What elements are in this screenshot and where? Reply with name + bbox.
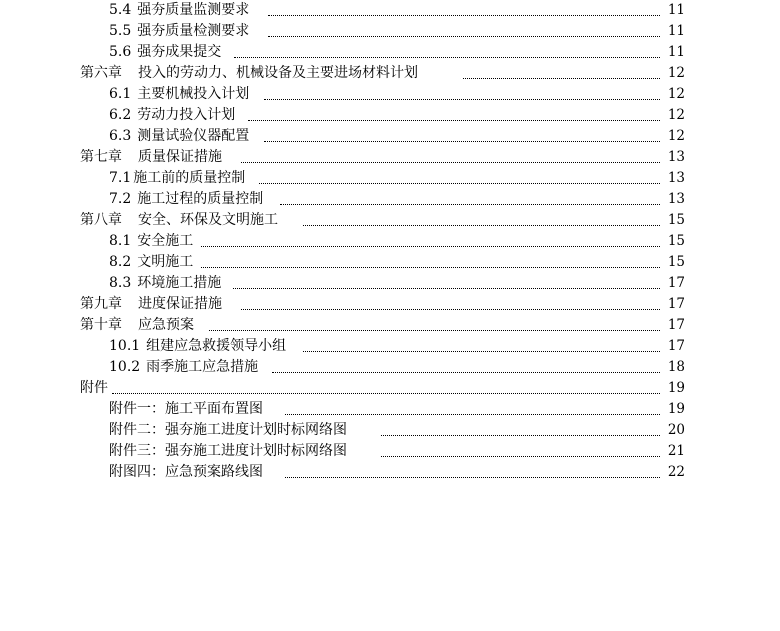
toc-entry-page: 15 — [661, 210, 685, 230]
toc-entry-page: 12 — [661, 63, 685, 83]
toc-entry-title: 主要机械投入计划 — [137, 86, 250, 102]
toc-entry-page: 18 — [661, 357, 685, 377]
toc-entry-page: 19 — [661, 378, 685, 398]
toc-entry-title: 文明施工 — [137, 254, 194, 270]
toc-dot-leader — [201, 246, 684, 247]
toc-entry-label — [80, 378, 109, 398]
toc-dot-leader — [280, 204, 684, 205]
toc-entry-label — [109, 252, 194, 272]
toc-entry-label — [109, 105, 236, 125]
toc-entry-title: 组建应急救援领导小组 — [146, 338, 287, 354]
toc-entry-number: 5.5 — [109, 23, 132, 39]
toc-entry-number: 10.2 — [109, 359, 141, 375]
toc-entry-label — [109, 168, 246, 188]
toc-entry-label — [80, 210, 279, 230]
toc-dot-leader — [303, 225, 684, 226]
toc-entry-label — [80, 147, 223, 167]
toc-entry-page: 21 — [661, 441, 685, 461]
toc-entry-label — [109, 399, 264, 419]
toc-entry-title: 强夯成果提交 — [137, 44, 222, 60]
toc-entry-title: 质量保证措施 — [138, 149, 222, 165]
toc-entry-number: 10.1 — [109, 338, 141, 354]
toc-entry-title: 安全施工 — [137, 233, 194, 249]
toc-entry-label — [109, 357, 259, 377]
toc-entry-number: 8.1 — [109, 233, 132, 249]
toc-entry-label — [109, 420, 348, 440]
toc-dot-leader — [241, 309, 684, 310]
toc-entry-page: 11 — [661, 21, 685, 41]
toc-entry-page: 13 — [661, 147, 685, 167]
toc-entry-label — [109, 273, 222, 293]
toc-entry-page: 15 — [661, 231, 685, 251]
toc-entry-title: 劳动力投入计划 — [137, 107, 236, 123]
toc-entry-10-2[interactable] — [0, 357, 780, 377]
toc-dot-leader — [381, 435, 684, 436]
toc-entry-title: 进度保证措施 — [138, 296, 222, 312]
toc-entry-5-6[interactable] — [0, 42, 780, 62]
toc-entry-label — [109, 126, 250, 146]
toc-dot-leader — [303, 351, 684, 352]
toc-entry-appendix[interactable] — [0, 378, 780, 398]
toc-entry-title: 附图四：应急预案路线图 — [109, 464, 263, 480]
toc-entry-title: 施工前的质量控制 — [133, 170, 246, 186]
toc-entry-appendix-2[interactable] — [0, 420, 780, 440]
toc-entry-title: 附件 — [80, 380, 108, 396]
toc-entry-5-5[interactable] — [0, 21, 780, 41]
toc-entry-chapter-9[interactable] — [0, 294, 780, 314]
toc-entry-page: 17 — [661, 294, 685, 314]
toc-entry-label — [109, 189, 264, 209]
toc-dot-leader — [209, 330, 684, 331]
toc-entry-title: 应急预案 — [138, 317, 194, 333]
toc-dot-leader — [264, 99, 684, 100]
toc-entry-title: 测量试验仪器配置 — [137, 128, 250, 144]
toc-entry-page: 20 — [661, 420, 685, 440]
toc-entry-number: 5.4 — [109, 2, 132, 18]
toc-entry-chapter-10[interactable] — [0, 315, 780, 335]
toc-entry-number: 6.2 — [109, 107, 132, 123]
toc-entry-page: 12 — [661, 105, 685, 125]
toc-dot-leader — [268, 15, 684, 16]
toc-entry-title: 强夯质量检测要求 — [137, 23, 250, 39]
toc-dot-leader — [201, 267, 684, 268]
toc-dot-leader — [463, 78, 684, 79]
toc-entry-chapter-6[interactable] — [0, 63, 780, 83]
toc-entry-label — [80, 294, 223, 314]
toc-entry-number: 第八章 — [80, 212, 122, 228]
toc-dot-leader — [381, 456, 684, 457]
toc-entry-appendix-3[interactable] — [0, 441, 780, 461]
toc-dot-leader — [272, 372, 684, 373]
toc-entry-label — [80, 315, 195, 335]
toc-entry-chapter-7[interactable] — [0, 147, 780, 167]
toc-entry-number: 8.3 — [109, 275, 132, 291]
toc-dot-leader — [112, 393, 684, 394]
toc-entry-number: 第十章 — [80, 317, 122, 333]
toc-entry-title: 环境施工措施 — [137, 275, 222, 291]
toc-entry-title: 附件一：施工平面布置图 — [109, 401, 263, 417]
toc-entry-chapter-8[interactable] — [0, 210, 780, 230]
toc-dot-leader — [241, 162, 684, 163]
toc-entry-title: 投入的劳动力、机械设备及主要进场材料计划 — [138, 65, 418, 81]
toc-entry-number: 8.2 — [109, 254, 132, 270]
toc-dot-leader — [259, 183, 684, 184]
toc-entry-title: 雨季施工应急措施 — [146, 359, 259, 375]
toc-entry-label — [109, 336, 287, 356]
toc-entry-page: 11 — [661, 0, 685, 20]
toc-entry-title: 施工过程的质量控制 — [137, 191, 264, 207]
toc-entry-label — [109, 84, 250, 104]
toc-entry-8-2[interactable] — [0, 252, 780, 272]
toc-entry-number: 第七章 — [80, 149, 122, 165]
toc-entry-number: 6.1 — [109, 86, 132, 102]
toc-entry-page: 13 — [661, 189, 685, 209]
toc-entry-label — [109, 0, 250, 20]
toc-dot-leader — [264, 141, 684, 142]
toc-entry-title: 安全、环保及文明施工 — [138, 212, 278, 228]
toc-dot-leader — [248, 120, 684, 121]
toc-dot-leader — [234, 57, 684, 58]
toc-entry-title: 附件二：强夯施工进度计划时标网络图 — [109, 422, 347, 438]
toc-dot-leader — [285, 477, 684, 478]
toc-entry-8-1[interactable] — [0, 231, 780, 251]
toc-entry-7-1[interactable] — [0, 168, 780, 188]
toc-entry-7-2[interactable] — [0, 189, 780, 209]
toc-entry-6-1[interactable] — [0, 84, 780, 104]
toc-entry-5-4[interactable] — [0, 0, 780, 20]
toc-entry-label — [109, 21, 250, 41]
toc-entry-number: 7.1 — [109, 170, 132, 186]
toc-entry-label — [109, 231, 194, 251]
toc-entry-number: 6.3 — [109, 128, 132, 144]
toc-entry-page: 19 — [661, 399, 685, 419]
toc-entry-page: 17 — [661, 336, 685, 356]
toc-entry-title: 强夯质量监测要求 — [137, 2, 250, 18]
toc-entry-title: 附件三：强夯施工进度计划时标网络图 — [109, 443, 347, 459]
toc-entry-6-3[interactable] — [0, 126, 780, 146]
toc-entry-appendix-4[interactable] — [0, 462, 780, 482]
toc-entry-label — [109, 462, 264, 482]
toc-entry-page: 17 — [661, 315, 685, 335]
toc-entry-10-1[interactable] — [0, 336, 780, 356]
toc-entry-label — [80, 63, 419, 83]
toc-entry-appendix-1[interactable] — [0, 399, 780, 419]
toc-entry-number: 7.2 — [109, 191, 132, 207]
toc-entry-6-2[interactable] — [0, 105, 780, 125]
toc-dot-leader — [233, 288, 684, 289]
toc-entry-number: 5.6 — [109, 44, 132, 60]
toc-entry-number: 第六章 — [80, 65, 122, 81]
toc-entry-page: 12 — [661, 84, 685, 104]
toc-entry-8-3[interactable] — [0, 273, 780, 293]
toc-entry-page: 12 — [661, 126, 685, 146]
toc-entry-page: 22 — [661, 462, 685, 482]
toc-entry-number: 第九章 — [80, 296, 122, 312]
toc-entry-page: 17 — [661, 273, 685, 293]
toc-entry-label — [109, 441, 348, 461]
toc-dot-leader — [285, 414, 684, 415]
toc-dot-leader — [268, 36, 684, 37]
toc-entry-page: 15 — [661, 252, 685, 272]
toc-entry-page: 13 — [661, 168, 685, 188]
toc-entry-page: 11 — [661, 42, 685, 62]
toc-entry-label — [109, 42, 222, 62]
